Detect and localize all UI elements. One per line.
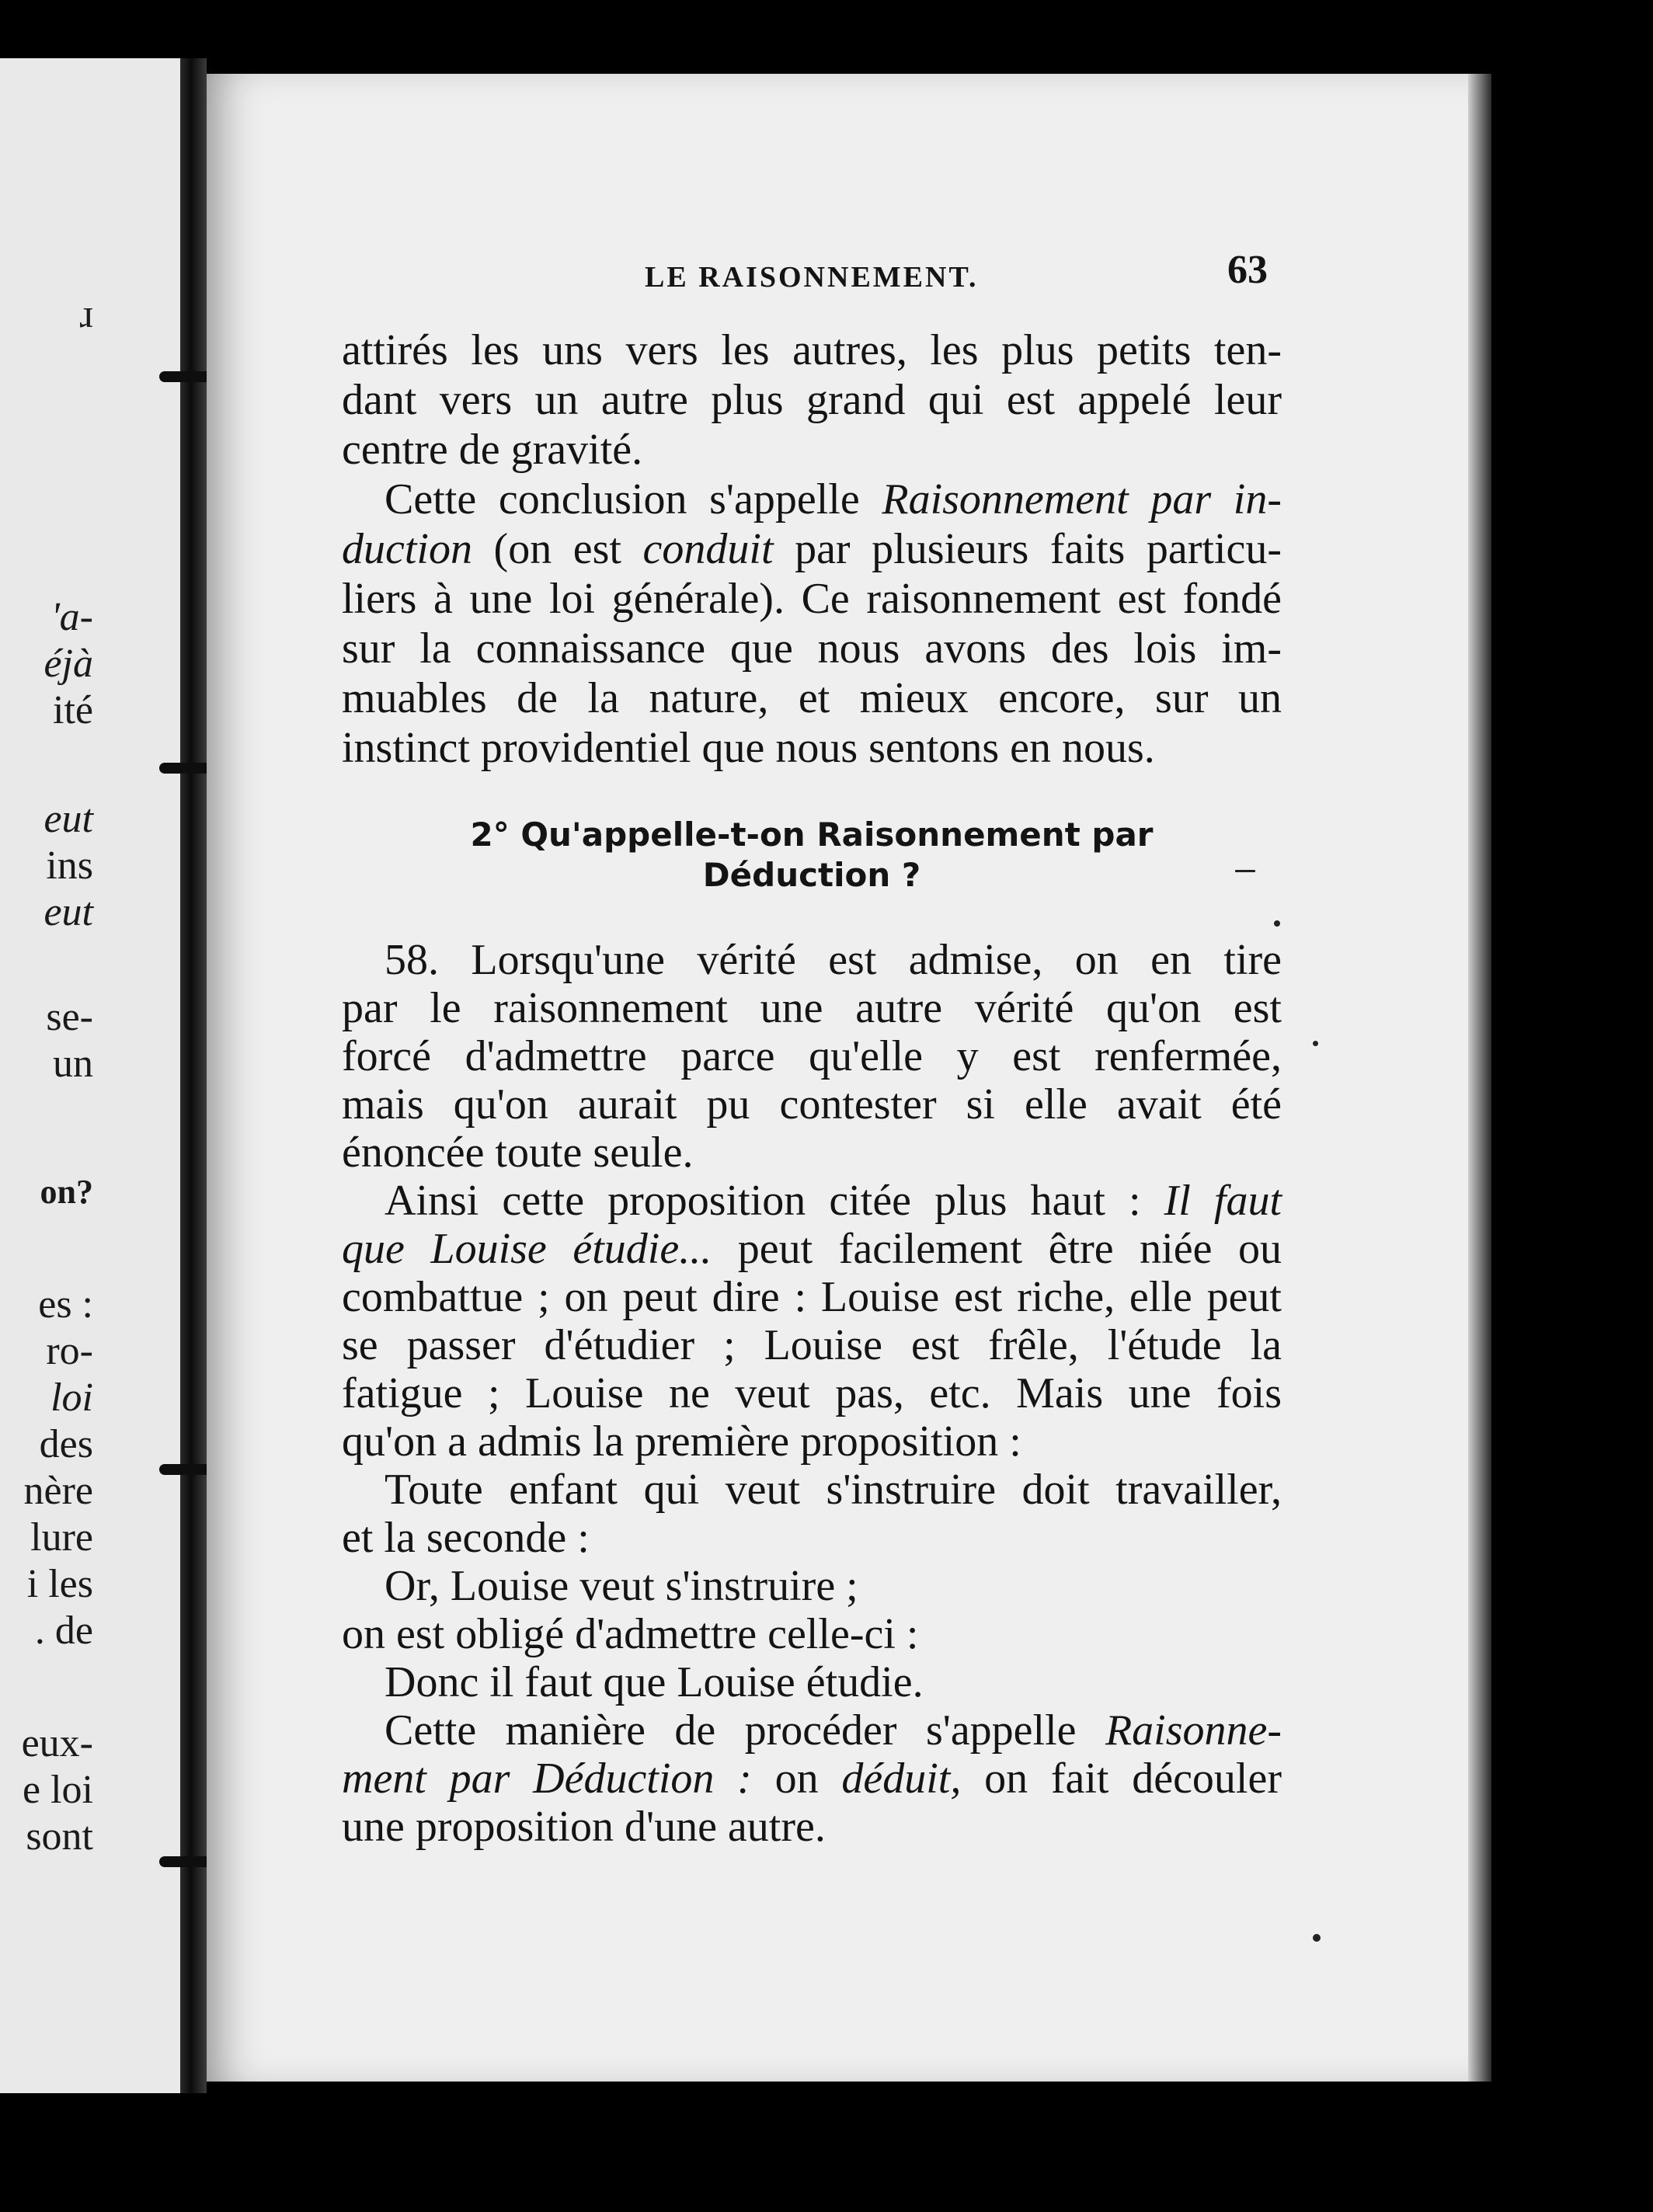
left-page-text-fragment: sont [26,1814,93,1859]
italic-term: duction [342,525,472,573]
left-page-text-fragment: es : [38,1282,93,1327]
text-run: par plusieurs faits particu- [773,525,1282,573]
text-line: par le raisonnement une autre vérité qu'on est [342,984,1282,1032]
text-run: Cette conclusion s'appelle [385,475,882,523]
text-line [342,1706,1282,1755]
text-run: on [751,1755,842,1803]
left-page-text-fragment: loi [50,1376,93,1420]
text-line: centre de gravité. [342,426,643,474]
text-line: énoncée toute seule. [342,1129,694,1177]
scan-speck [1274,920,1280,927]
italic-term: que Louise étudie... [342,1225,712,1273]
text-run: Cette manière de procéder s'appelle [385,1706,1105,1755]
left-page-text-fragment: lure [30,1515,93,1560]
left-page-text-fragment: on? [40,1173,93,1211]
text-line [342,525,1282,573]
text-line [342,1755,1282,1803]
text-run: Ainsi cette proposition citée plus haut : [385,1177,1164,1225]
left-page-text-fragment: . de [34,1609,93,1653]
text-line: et la seconde : [342,1514,590,1562]
text-line: se passer d'étudier ; Louise est frêle, l'étude la [342,1321,1282,1369]
italic-term: Raisonnement par in- [882,475,1282,523]
book-gutter [180,58,207,2093]
section-heading-line: Déduction ? [702,856,921,894]
italic-term: ment par Déduction : [342,1755,752,1803]
left-page-text-fragment: 'a- [50,595,93,639]
text-line: mais qu'on aurait pu contester si elle avait été [342,1080,1282,1129]
left-page-text-fragment: des [39,1422,93,1466]
left-page-text-fragment: ité [53,688,93,732]
italic-term: Raisonne- [1105,1706,1282,1755]
scan-speck [1313,1934,1321,1942]
section-heading-line: 2° Qu'appelle-t-on Raisonnement par [470,816,1154,854]
left-page-text-fragment: ro- [46,1329,93,1373]
text-line: une proposition d'une autre. [342,1803,826,1851]
text-line [342,1177,1282,1225]
page-edge-shadow [1468,74,1491,2082]
text-line: liers à une loi générale). Ce raisonnement est fondé [342,575,1282,623]
text-line: 58. Lorsqu'une vérité est admise, on en tire [385,936,1282,984]
text-run: peut facilement être niée ou [712,1225,1282,1273]
text-line: muables de la nature, et mieux encore, sur un [342,674,1282,722]
left-page-text-fragment: eut [44,890,93,934]
left-page-fragment [0,58,198,2093]
scan-speck [1313,1041,1318,1046]
text-line: attirés les uns vers les autres, les plus petits ten- [342,326,1282,374]
text-line: Donc il faut que Louise étudie. [385,1658,924,1706]
left-page-text-fragment: un [53,1042,93,1086]
text-line: sur la connaissance que nous avons des lois im- [342,624,1282,673]
italic-term: Il faut [1164,1177,1282,1225]
text-line: on est obligé d'admettre celle-ci : [342,1610,919,1658]
left-page-text-fragment: ɹ [79,292,93,336]
left-page-text-fragment: se- [46,995,93,1039]
text-line: instinct providentiel que nous sentons en nous. [342,724,1155,772]
text-line: dant vers un autre plus grand qui est appelé leur [342,376,1282,424]
text-line: fatigue ; Louise ne veut pas, etc. Mais une fois [342,1369,1282,1417]
text-run: (on est [472,525,643,573]
left-page-text-fragment: éjà [44,642,93,686]
text-line: forcé d'admettre parce qu'elle y est renfermée, [342,1032,1282,1080]
text-run: on fait découler [961,1755,1282,1803]
left-page-text-fragment: eut [44,797,93,841]
text-line: Toute enfant qui veut s'instruire doit travailler, [385,1466,1282,1514]
left-page-text-fragment: eux- [21,1721,93,1765]
scan-speck [1235,870,1255,872]
italic-term: conduit [642,525,774,573]
left-page-text-fragment: nère [23,1469,93,1513]
left-page-text-fragment: i les [26,1562,93,1606]
left-page-text-fragment: e loi [23,1768,93,1812]
left-page-text-fragment: ins [46,843,93,888]
text-line [342,1225,1282,1273]
text-line [342,475,1282,523]
text-line: qu'on a admis la première proposition : [342,1417,1021,1466]
text-line: Or, Louise veut s'instruire ; [385,1562,858,1610]
running-header: LE RAISONNEMENT. [645,261,979,294]
text-line: combattue ; on peut dire : Louise est riche, elle peut [342,1273,1282,1321]
italic-term: déduit, [841,1755,962,1803]
page-number: 63 [1227,248,1268,292]
